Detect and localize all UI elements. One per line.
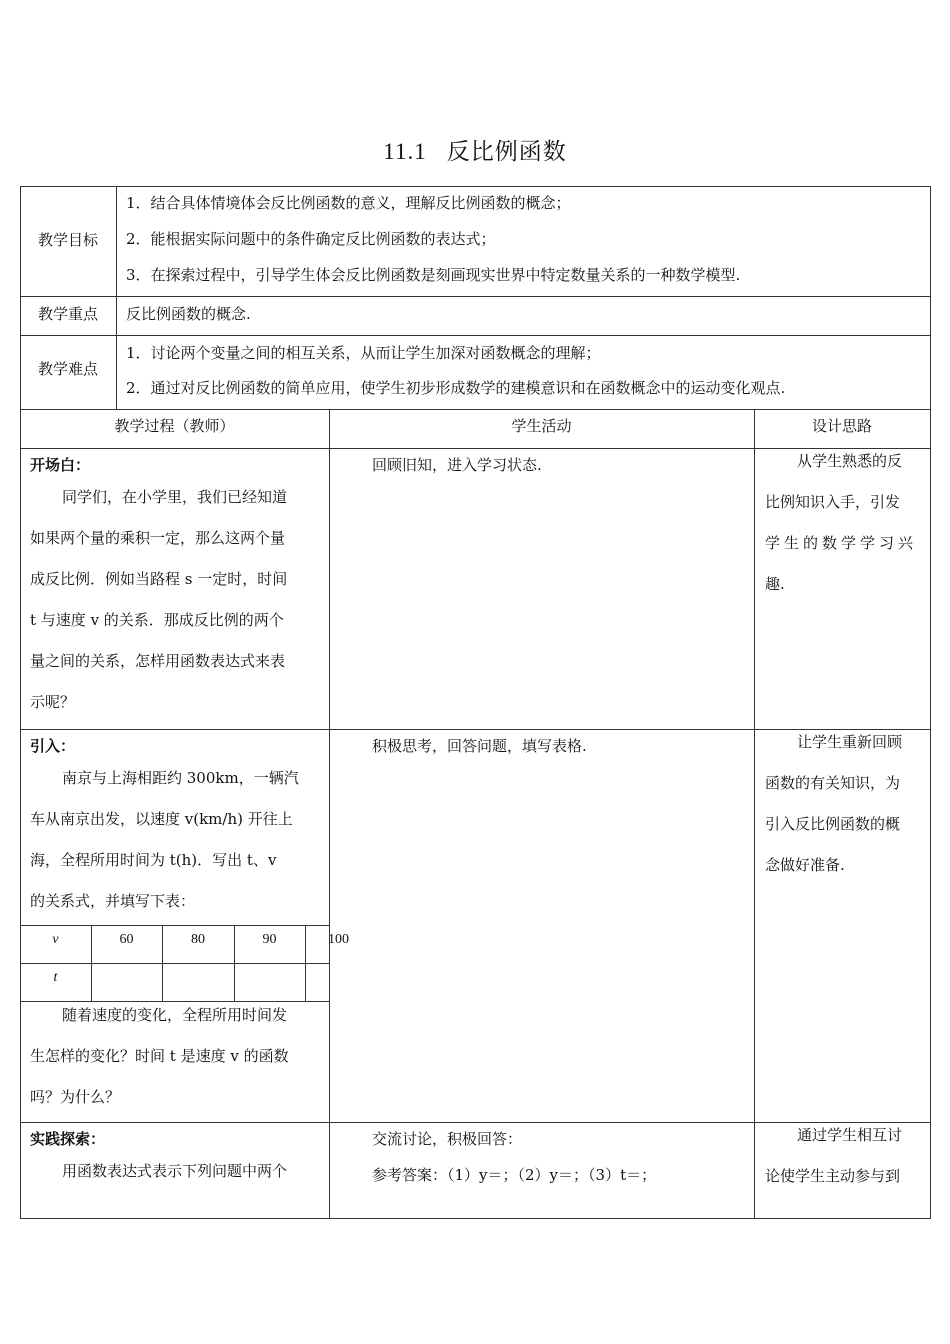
- text-line: 海，全程所用时间为 t(h)．写出 t、v: [30, 851, 277, 869]
- title-number: 11.1: [383, 139, 427, 164]
- goals-label: 教学目标: [37, 231, 98, 249]
- opening-heading: 开场白：: [30, 456, 91, 474]
- text-line: 从学生熟悉的反: [797, 452, 903, 470]
- text-line: 成反比例．例如当路程 s 一定时，时间: [30, 570, 288, 588]
- vt-cell: t: [53, 970, 58, 985]
- row-divider: [20, 335, 931, 336]
- text-line: 吗？为什么？: [30, 1088, 121, 1106]
- vt-table-line: [305, 925, 306, 1002]
- vt-cell: v: [52, 932, 59, 947]
- column-header-design: 设计思路: [811, 417, 872, 435]
- text-line: 同学们，在小学里，我们已经知道: [62, 488, 288, 506]
- text-line: 引入反比例函数的概: [765, 815, 901, 833]
- label-divider: [116, 186, 117, 409]
- intro-student-activity: 积极思考，回答问题，填写表格.: [372, 737, 587, 755]
- key-point-label: 教学重点: [37, 305, 98, 323]
- vt-cell: 60: [119, 932, 134, 947]
- page-title: [0, 133, 950, 166]
- text-line: 量之间的关系，怎样用函数表达式来表: [30, 652, 286, 670]
- intro-teacher-text: [30, 758, 326, 922]
- intro-design: [765, 722, 925, 886]
- text-line: 生怎样的变化？时间 t 是速度 v 的函数: [30, 1047, 289, 1065]
- practice-heading: 实践探索：: [30, 1130, 106, 1148]
- opening-teacher-text: [30, 477, 326, 723]
- column-header-teacher: 教学过程（教师）: [114, 417, 235, 435]
- column-divider: [754, 409, 755, 1218]
- table-border-bottom: [20, 1218, 931, 1219]
- vt-cell: 80: [191, 932, 205, 947]
- goal-item: 1．结合具体情境体会反比例函数的意义，理解反比例函数的概念；: [126, 194, 571, 212]
- practice-student-line: 参考答案：（1）y＝；（2）y＝；（3）t＝；: [372, 1166, 657, 1184]
- text-line: 比例知识入手，引发: [765, 493, 901, 511]
- opening-design: [765, 441, 925, 605]
- table-border-top: [20, 186, 931, 187]
- key-point-text: 反比例函数的概念.: [126, 305, 251, 323]
- vt-cell: 90: [262, 932, 277, 947]
- difficulty-item: 2．通过对反比例函数的简单应用，使学生初步形成数学的建模意识和在函数概念中的运动变化观点.: [126, 379, 786, 397]
- text-line: 随着速度的变化，全程所用时间发: [62, 1006, 288, 1024]
- text-line: t 与速度 v 的关系．那成反比例的两个: [30, 611, 284, 629]
- row-divider: [20, 409, 931, 410]
- text-line: 如果两个量的乘积一定，那么这两个量: [30, 529, 286, 547]
- table-border-right: [930, 186, 931, 1219]
- text-line: 通过学生相互讨: [797, 1126, 903, 1144]
- difficulty-item: 1．讨论两个变量之间的相互关系，从而让学生加深对函数概念的理解；: [126, 344, 601, 362]
- text-line: 学生的数学学习兴: [765, 534, 918, 552]
- intro-teacher-text-after: [30, 995, 326, 1118]
- column-divider: [329, 409, 330, 1218]
- text-line: 趣.: [765, 575, 785, 593]
- difficulty-label: 教学难点: [37, 360, 98, 378]
- column-header-student: 学生活动: [511, 417, 572, 435]
- opening-student-activity: 回顾旧知，进入学习状态.: [372, 456, 542, 474]
- title-text: 反比例函数: [446, 139, 567, 165]
- table-border-left: [20, 186, 21, 1219]
- goal-item: 2．能根据实际问题中的条件确定反比例函数的表达式；: [126, 230, 496, 248]
- text-line: 论使学生主动参与到: [765, 1167, 901, 1185]
- row-divider: [20, 296, 931, 297]
- text-line: 示呢？: [30, 693, 76, 711]
- text-line: 南京与上海相距约 300km，一辆汽: [62, 769, 299, 787]
- goal-item: 3．在探索过程中，引导学生体会反比例函数是刻画现实世界中特定数量关系的一种数学模型.: [126, 266, 741, 284]
- practice-teacher-text: [30, 1151, 326, 1192]
- text-line: 用函数表达式表示下列问题中两个: [62, 1162, 288, 1180]
- text-line: 的关系式，并填写下表：: [30, 892, 196, 910]
- vt-table-line: [20, 925, 330, 926]
- practice-student-line: 交流讨论，积极回答：: [372, 1130, 523, 1148]
- text-line: 车从南京出发，以速度 v(km/h) 开往上: [30, 810, 293, 828]
- text-line: 函数的有关知识，为: [765, 774, 901, 792]
- vt-table-line: [20, 963, 330, 964]
- text-line: 让学生重新回顾: [797, 733, 903, 751]
- vt-cell: 100: [328, 932, 349, 947]
- text-line: 念做好准备.: [765, 856, 845, 874]
- practice-design: [765, 1115, 925, 1197]
- intro-heading: 引入：: [30, 737, 76, 755]
